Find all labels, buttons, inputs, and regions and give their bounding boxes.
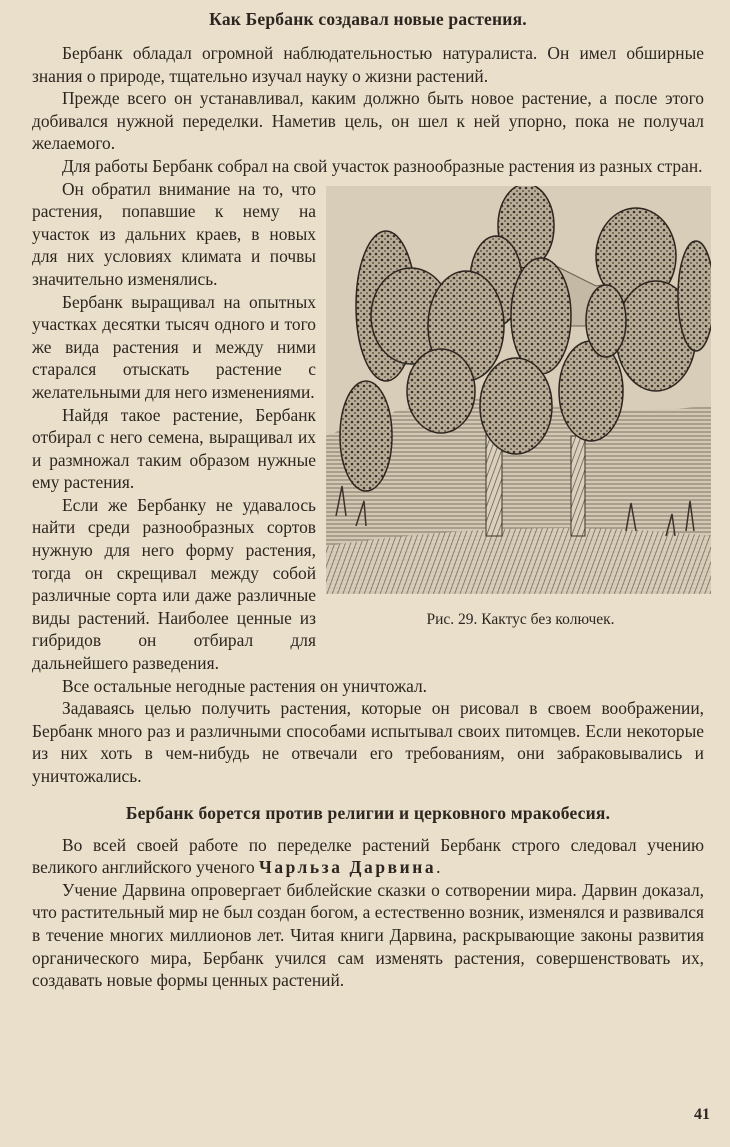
page-number: 41 [694, 1106, 710, 1123]
paragraph: Найдя такое растение, Бербанк отбирал с него семена, выращивал их и размножал таким образом нужные ему растения. [32, 404, 316, 493]
paragraph: Прежде всего он устанавливал, каким должно быть новое растение, а после этого добивался нужной переделки. Наметив цель, он шел к ней упорно, пока не получал желаемого. [32, 88, 704, 154]
cactus-illustration [326, 186, 711, 594]
section-heading-2: Бербанк борется против религии и церковного мракобесия. [125, 802, 611, 823]
paragraph: Он обратил внимание на то, что растения, попавшие к нему на участок из дальних краев, в новых для них условиях климата и почвы значительно изменялись. [32, 178, 316, 289]
paragraph: Все остальные негодные растения он уничтожал. [62, 675, 427, 696]
darwin-text-after: . [436, 857, 441, 878]
darwin-text-before: Во всей своей работе по переделке растений Бербанк строго следовал учению великого английского ученого [32, 834, 704, 878]
cactus-figure [326, 186, 711, 630]
text-column [32, 8, 704, 992]
paragraph: Бербанк выращивал на опытных участках десятки тысяч одного и того же вида растения и между ними старался отыскать растение с желательными для него изменениями. [32, 291, 316, 402]
paragraph: Для работы Бербанк собрал на свой участок разнообразные растения из разных стран. [62, 155, 703, 176]
section-heading-1: Как Бербанк создавал новые растения. [209, 9, 527, 29]
paragraph: Учение Дарвина опровергает библейские сказки о сотворении мира. Дарвин доказал, что растительный мир не был создан богом, а естественно возник, изменялся и развивался в течение многих миллионов лет. Читая книги Дарвина, раскрывающие законы развития органического мира, Бербанк учился сам изменять растения, совершенствовать их, создавать новые формы ценных растений. [32, 879, 704, 991]
figure-caption: Рис. 29. Кактус без колючек. [426, 610, 615, 628]
paragraph: Бербанк обладал огромной наблюдательностью натуралиста. Он имел обширные знания о природе, тщательно изучал науку о жизни растений. [32, 43, 704, 86]
paragraph-darwin [32, 834, 704, 879]
paragraph: Если же Бербанку не удавалось найти среди разнообразных сортов нужную для него форму растения, тогда он скрещивал между собой различные сорта или даже различные виды растений. Наиболее ценные из гибридов он отбирал для дальнейшего разведения. [32, 494, 316, 674]
darwin-name: Чарльза Дарвина [259, 857, 437, 878]
paragraph: Задаваясь целью получить растения, которые он рисовал в своем воображении, Бербанк много раз и различными способами испытывал своих питомцев. Если некоторые из них хоть в чем-нибудь не отвечали его требованиям, они забраковывались и уничтожались. [32, 698, 704, 786]
